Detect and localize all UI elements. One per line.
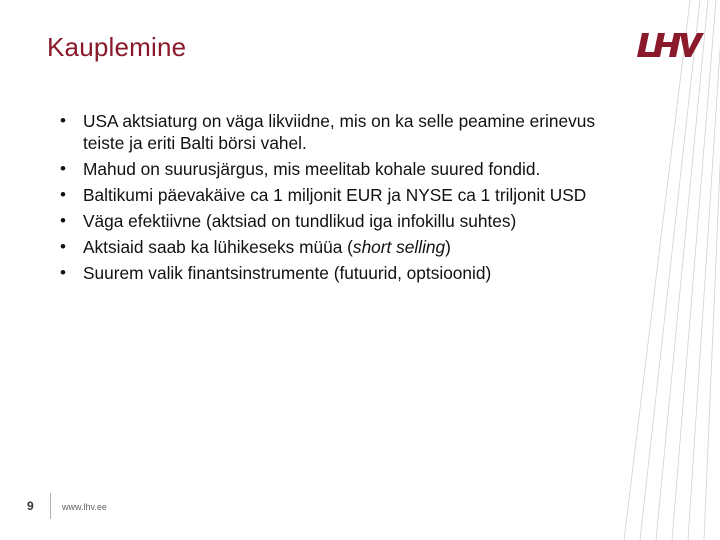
bullet-item xyxy=(60,110,640,154)
bullet-dot: • xyxy=(60,185,66,204)
bullet-item xyxy=(60,236,640,258)
bullet-text: Baltikumi päevakäive ca 1 miljonit EUR ja NYSE ca 1 triljonit USD xyxy=(83,185,587,205)
bullet-text: Väga efektiivne (aktsiad on tundlikud iga infokillu suhtes) xyxy=(83,211,517,231)
bullet-text-after: ) xyxy=(445,237,451,257)
page-number: 9 xyxy=(27,499,34,513)
bullet-text-before: Aktsiaid saab ka lühikeseks müüa ( xyxy=(83,237,353,257)
bullet-item xyxy=(60,262,640,284)
bullet-list xyxy=(60,110,640,288)
bullet-dot: • xyxy=(60,211,66,230)
footer-url: www.lhv.ee xyxy=(62,502,107,512)
bullet-item xyxy=(60,158,640,180)
lhv-logo xyxy=(636,30,704,60)
bullet-item xyxy=(60,210,640,232)
slide-title: Kauplemine xyxy=(47,32,187,62)
bullet-item xyxy=(60,184,640,206)
bullet-dot: • xyxy=(60,159,66,178)
bullet-dot: • xyxy=(60,237,66,256)
bullet-dot: • xyxy=(60,111,66,130)
bullet-dot: • xyxy=(60,263,66,282)
bullet-text: USA aktsiaturg on väga likviidne, mis on ka selle peamine erinevus teiste ja eriti Balti börsi vahel. xyxy=(83,111,595,153)
bullet-text: Mahud on suurusjärgus, mis meelitab kohale suured fondid. xyxy=(83,159,541,179)
bullet-text: Suurem valik finantsinstrumente (futuurid, optsioonid) xyxy=(83,263,492,283)
bullet-text xyxy=(83,237,451,257)
bullet-text-italic: short selling xyxy=(352,237,446,257)
footer-divider xyxy=(50,493,51,519)
